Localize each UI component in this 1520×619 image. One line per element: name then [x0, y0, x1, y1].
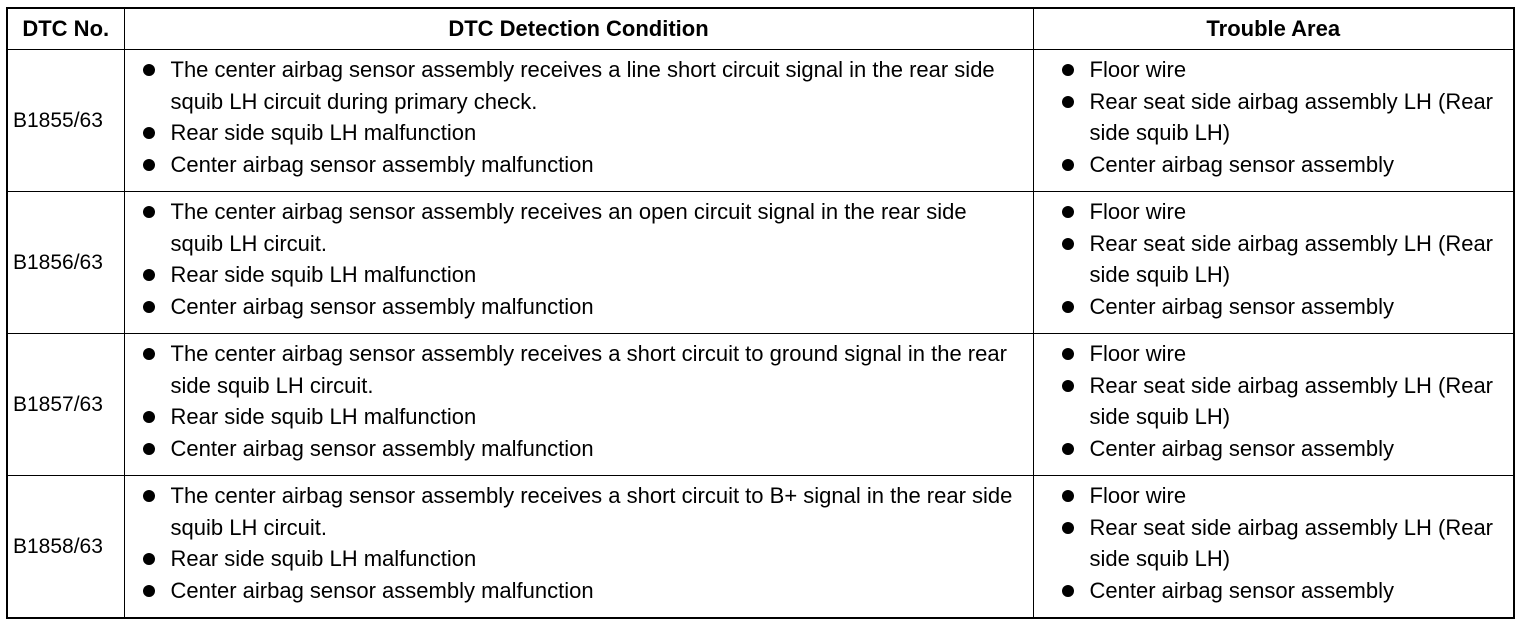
bullet-icon	[1062, 585, 1074, 597]
header-row	[7, 8, 1514, 50]
trouble-area-item	[1058, 480, 1506, 512]
condition-text: Center airbag sensor assembly malfunction	[170, 435, 594, 461]
condition-item	[139, 401, 1025, 433]
trouble-area-text: Center airbag sensor assembly	[1089, 151, 1394, 177]
condition-text: The center airbag sensor assembly receives a line short circuit signal in the rear side squib LH circuit during primary check.	[170, 57, 995, 114]
condition-text: Center airbag sensor assembly malfunction	[170, 151, 594, 177]
detection-condition-cell	[124, 192, 1033, 334]
dtc-code: B1858/63	[7, 476, 124, 619]
header-trouble-area: Trouble Area	[1033, 8, 1514, 50]
bullet-icon	[143, 490, 155, 502]
trouble-area-cell	[1033, 476, 1514, 619]
trouble-area-text: Rear seat side airbag assembly LH (Rear side squib LH)	[1089, 88, 1494, 145]
table-row	[7, 334, 1514, 476]
condition-text: Rear side squib LH malfunction	[170, 262, 477, 287]
condition-item	[139, 149, 1025, 181]
detection-condition-cell	[124, 476, 1033, 619]
trouble-area-item	[1058, 433, 1506, 465]
trouble-area-text: Center airbag sensor assembly	[1089, 577, 1394, 603]
trouble-area-list	[1058, 196, 1506, 322]
detection-condition-cell	[124, 334, 1033, 476]
trouble-area-cell	[1033, 334, 1514, 476]
trouble-area-text: Center airbag sensor assembly	[1089, 293, 1394, 319]
bullet-icon	[143, 443, 155, 455]
condition-text: Rear side squib LH malfunction	[170, 120, 477, 145]
trouble-area-item	[1058, 228, 1506, 291]
condition-text: The center airbag sensor assembly receives a short circuit to B+ signal in the rear side squib LH circuit.	[170, 483, 1013, 540]
condition-text: The center airbag sensor assembly receives an open circuit signal in the rear side squib LH circuit.	[170, 199, 967, 256]
condition-item	[139, 117, 1025, 149]
condition-list	[139, 196, 1025, 322]
trouble-area-item	[1058, 338, 1506, 370]
condition-list	[139, 338, 1025, 464]
bullet-icon	[143, 553, 155, 565]
trouble-area-text: Floor wire	[1089, 341, 1187, 366]
bullet-icon	[143, 411, 155, 423]
header-detection-condition: DTC Detection Condition	[124, 8, 1033, 50]
bullet-icon	[143, 206, 155, 218]
dtc-code: B1855/63	[7, 50, 124, 192]
bullet-icon	[1062, 522, 1074, 534]
trouble-area-item	[1058, 291, 1506, 323]
trouble-area-text: Center airbag sensor assembly	[1089, 435, 1394, 461]
bullet-icon	[143, 127, 155, 139]
condition-item	[139, 433, 1025, 465]
trouble-area-list	[1058, 480, 1506, 606]
header-dtc-no: DTC No.	[7, 8, 124, 50]
bullet-icon	[1062, 159, 1074, 171]
bullet-icon	[143, 269, 155, 281]
bullet-icon	[143, 159, 155, 171]
trouble-area-item	[1058, 512, 1506, 575]
condition-item	[139, 543, 1025, 575]
trouble-area-text: Floor wire	[1089, 199, 1187, 224]
table-row	[7, 50, 1514, 192]
bullet-icon	[1062, 238, 1074, 250]
dtc-code: B1857/63	[7, 334, 124, 476]
bullet-icon	[1062, 348, 1074, 360]
condition-text: Rear side squib LH malfunction	[170, 546, 477, 571]
condition-text: The center airbag sensor assembly receives a short circuit to ground signal in the rear side squib LH circuit.	[170, 341, 1007, 398]
trouble-area-cell	[1033, 50, 1514, 192]
bullet-icon	[1062, 380, 1074, 392]
bullet-icon	[1062, 64, 1074, 76]
bullet-icon	[1062, 301, 1074, 313]
condition-text: Rear side squib LH malfunction	[170, 404, 477, 429]
trouble-area-item	[1058, 370, 1506, 433]
trouble-area-list	[1058, 54, 1506, 180]
bullet-icon	[143, 348, 155, 360]
trouble-area-item	[1058, 149, 1506, 181]
condition-text: Center airbag sensor assembly malfunction	[170, 293, 594, 319]
condition-list	[139, 54, 1025, 180]
trouble-area-list	[1058, 338, 1506, 464]
trouble-area-item	[1058, 196, 1506, 228]
trouble-area-text: Floor wire	[1089, 57, 1187, 82]
condition-item	[139, 575, 1025, 607]
detection-condition-cell	[124, 50, 1033, 192]
bullet-icon	[1062, 206, 1074, 218]
bullet-icon	[143, 585, 155, 597]
table-row	[7, 192, 1514, 334]
condition-item	[139, 291, 1025, 323]
trouble-area-text: Rear seat side airbag assembly LH (Rear side squib LH)	[1089, 514, 1494, 571]
condition-item	[139, 54, 1025, 117]
trouble-area-item	[1058, 86, 1506, 149]
trouble-area-cell	[1033, 192, 1514, 334]
trouble-area-text: Rear seat side airbag assembly LH (Rear side squib LH)	[1089, 230, 1494, 287]
condition-item	[139, 196, 1025, 259]
bullet-icon	[1062, 490, 1074, 502]
dtc-table	[6, 7, 1515, 619]
trouble-area-item	[1058, 575, 1506, 607]
dtc-code: B1856/63	[7, 192, 124, 334]
bullet-icon	[1062, 443, 1074, 455]
condition-item	[139, 259, 1025, 291]
trouble-area-item	[1058, 54, 1506, 86]
bullet-icon	[1062, 96, 1074, 108]
condition-list	[139, 480, 1025, 606]
bullet-icon	[143, 64, 155, 76]
condition-item	[139, 480, 1025, 543]
condition-item	[139, 338, 1025, 401]
table-row	[7, 476, 1514, 619]
bullet-icon	[143, 301, 155, 313]
trouble-area-text: Rear seat side airbag assembly LH (Rear side squib LH)	[1089, 372, 1494, 429]
trouble-area-text: Floor wire	[1089, 483, 1187, 508]
condition-text: Center airbag sensor assembly malfunction	[170, 577, 594, 603]
